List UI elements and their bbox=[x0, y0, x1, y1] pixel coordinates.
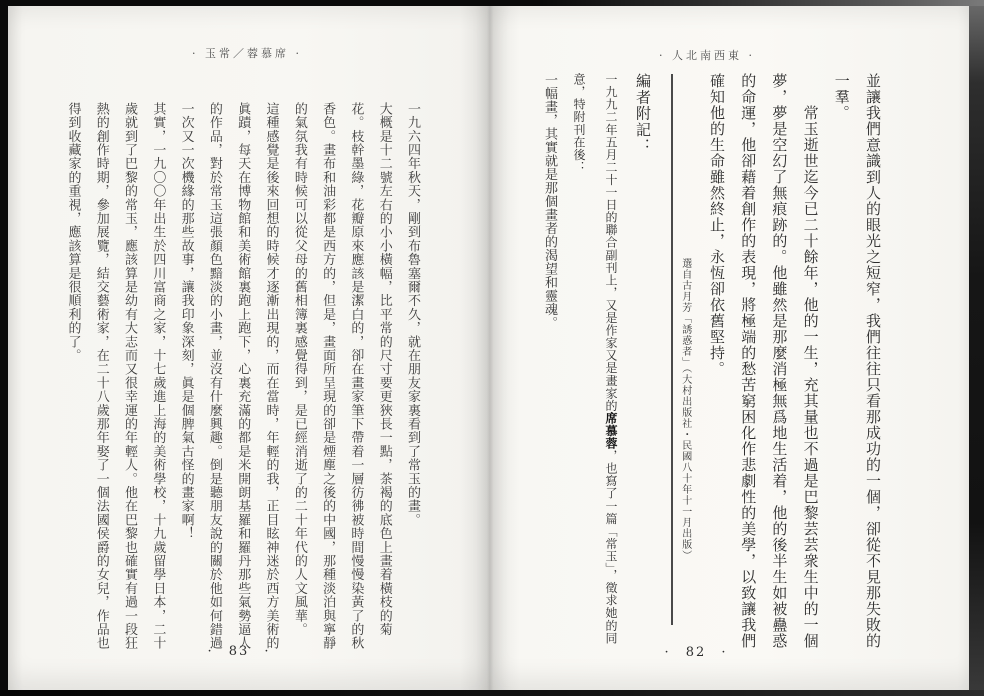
book-gutter-shadow bbox=[460, 6, 520, 690]
right-page-body-text bbox=[670, 73, 888, 650]
right-page-number: · 82 · bbox=[664, 645, 728, 660]
scan-right-edge bbox=[969, 0, 984, 696]
section-divider-rule bbox=[671, 74, 673, 625]
scan-top-edge bbox=[540, 0, 984, 6]
left-page-number: · 83 · bbox=[207, 644, 271, 659]
editor-note-body bbox=[563, 73, 627, 650]
paragraph: 這種感覺是後來回想的時候才逐漸出現的，而在當時，年輕的我，正目眩神迷於西方美術的眞蹟，每天在博物館和美術館裏跑上跑下，心裏充滿的都是米開朗基羅和羅丹那些氣勢逼人的作品，對於常玉這張顏色黯淡的小畫，並沒有什麼興趣。倒是聽朋友說的關於他如何錯過一次又一次機緣的那些故事，讓我印象深刻，眞是個脾氣古怪的畫家啊！ bbox=[178, 102, 279, 650]
author-name-bold: 席慕蓉 bbox=[604, 411, 618, 450]
editor-note bbox=[535, 73, 659, 650]
paragraph: 其實，一九〇〇年出生於四川富商之家，十七歲進上海的美術學校，十九歲留學日本，二十歲就到了巴黎的常玉，應該算是幼有大志而又很幸運的年輕人。他在巴黎也確實有過一段狂熱的創作時期，參加展覽，結交藝術家，在二十八歲那年娶了一個法國侯爵的女兒，作品也得到收藏家的重視，應該算是很順利的了。 bbox=[65, 102, 166, 650]
editor-note-text-after: ，也寫了一篇「常玉」，徵求她的同意，特附刊在後： bbox=[572, 73, 618, 645]
left-page-body-text bbox=[58, 102, 426, 651]
source-citation: 選自古月芳「誘惑者」（大村出版社・民國八十年十一月出版） bbox=[679, 258, 691, 561]
editor-note-heading: 編者附記： bbox=[634, 73, 652, 154]
left-running-head: · 玉常／蓉慕席 · bbox=[192, 47, 302, 60]
paragraph: 常玉逝世迄今已二十餘年，他的一生，充其量也不過是巴黎芸芸衆生中的一個夢，夢是空幻了無痕跡的。他雖然是那麼消極無爲地生活着，他的後半生如被蠱惑的命運，他卻藉着創作的表現，將極端的愁苦窮困化作悲劇性的美學，以致讓我們確知他的生命雖然終止，永恆卻依舊堅持。 bbox=[707, 73, 820, 649]
paragraph: 大概是十二號左右的小小橫幅，比平常的尺寸要更狹長一點，茶褐的底色上畫着橫枝的菊花。枝幹墨綠，花瓣原來應該是潔白的，卻在畫家筆下帶着一層彷彿被時間慢慢染黃了的秋香色。畫布和油彩都是西方的，但是，畫面所呈現的卻是煙塵之後的中國，那種淡泊與寧靜的氣氛我有時候可以從父母的舊相簿裏感覺得到，是已經消逝了的二十年代的人文風華。 bbox=[291, 102, 392, 650]
paragraph: 一九六四年秋天，剛到布魯塞爾不久，就在朋友家裏看到了常玉的畫。 bbox=[405, 102, 420, 527]
right-running-head: · 人北南西東 · bbox=[659, 49, 755, 62]
paragraph: 並讓我們意識到人的眼光之短窄，我們往往只看那成功的一個，卻從不見那失敗的一羣。 bbox=[832, 73, 882, 649]
editor-note-text-before: 一九九二年五月二十一日的聯合副刊上，又是作家又是畫家的 bbox=[604, 73, 618, 412]
quoted-opening-line: 一幅畫，其實就是那個畫者的渴望和靈魂。 bbox=[542, 73, 557, 330]
scan-bottom-edge bbox=[0, 690, 984, 696]
